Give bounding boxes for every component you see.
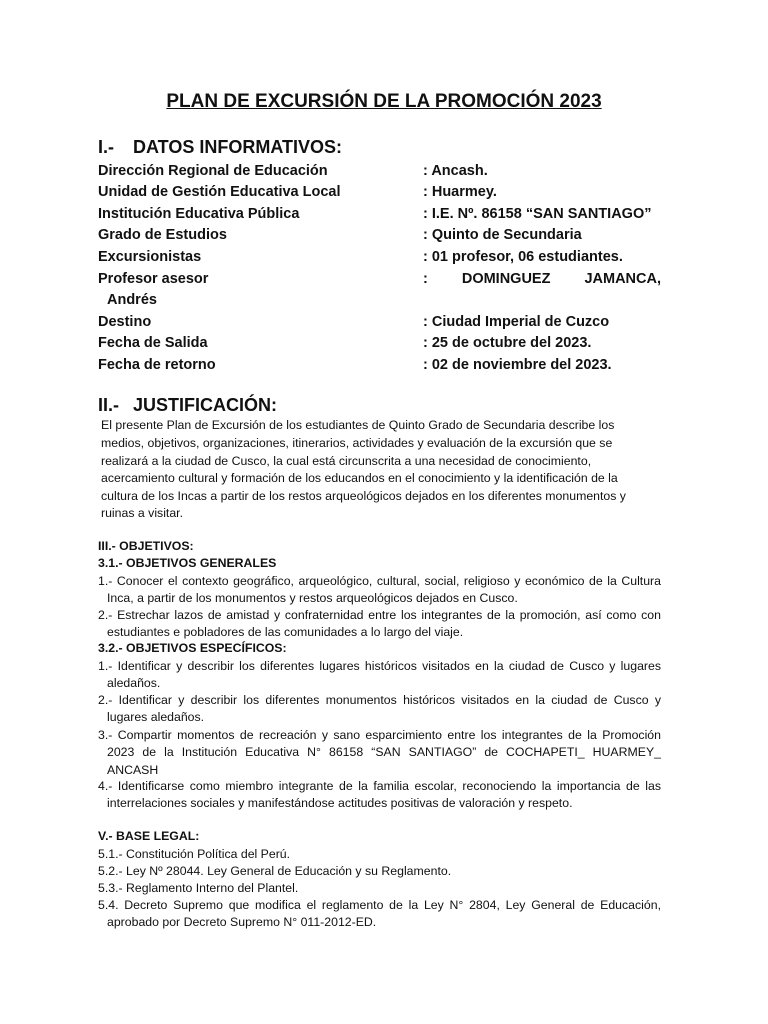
objective-item: 2.- Identificar y describir los diferentes monumentos históricos visitados en la ciudad de Cusco y lugares aledaños. bbox=[98, 693, 661, 725]
info-label: Institución Educativa Pública bbox=[98, 206, 300, 222]
objetivos-heading: III.- OBJETIVOS: bbox=[98, 539, 194, 553]
section-datos-heading bbox=[98, 137, 342, 158]
value-part: DOMINGUEZ bbox=[461, 271, 551, 287]
info-row bbox=[98, 225, 661, 246]
base-legal-heading: V.- BASE LEGAL: bbox=[98, 829, 200, 843]
paragraph-line: acercamiento cultural y formación de los educandos en el conocimiento y la identificación de la bbox=[101, 471, 618, 485]
paragraph-line: realizará a la ciudad de Cusco, la cual está circunscrita a una necesidad de conocimiento, bbox=[101, 454, 592, 468]
section-justificacion-heading bbox=[98, 395, 277, 416]
info-label: Destino bbox=[98, 314, 152, 330]
objective-item: 1.- Identificar y describir los diferentes lugares históricos visitados en la ciudad de Cusco y lugares aledaños. bbox=[98, 659, 661, 691]
info-value bbox=[423, 269, 661, 290]
objective-item: 1.- Conocer el contexto geográfico, arqueológico, cultural, social, religioso y económico de la Cultura Inca, a partir de los monumentos y restos arqueológicos dejados en Cusco. bbox=[98, 574, 661, 606]
objetivos-generales-heading: 3.1.- OBJETIVOS GENERALES bbox=[98, 556, 277, 570]
paragraph-line: El presente Plan de Excursión de los estudiantes de Quinto Grado de Secundaria describe los bbox=[101, 418, 615, 432]
objective-item: 3.- Compartir momentos de recreación y sano esparcimiento entre los integrantes de la Promoción 2023 de la Institución Educativa N° 86158 “SAN SANTIAGO” de COCHAPETI_ HUARMEY_ ANCASH bbox=[98, 728, 661, 777]
info-label: Unidad de Gestión Educativa Local bbox=[98, 184, 341, 200]
info-row bbox=[98, 247, 661, 268]
document-title: PLAN DE EXCURSIÓN DE LA PROMOCIÓN 2023 bbox=[166, 91, 602, 112]
section-title: JUSTIFICACIÓN: bbox=[133, 395, 277, 415]
objective-item: 4.- Identificarse como miembro integrante de la familia escolar, reconociendo la importancia de las interrelaciones sociales y manifestándose actitudes positivas de valoración y respeto. bbox=[98, 779, 661, 811]
objective-item: 2.- Estrechar lazos de amistad y confraternidad entre los integrantes de la promoción, así como con estudiantes e pobladores de las comunidades a lo largo del viaje. bbox=[98, 608, 661, 640]
objetivos-especificos-heading: 3.2.- OBJETIVOS ESPECÍFICOS: bbox=[98, 641, 287, 655]
info-label: Profesor asesor bbox=[98, 271, 209, 287]
info-label: Dirección Regional de Educación bbox=[98, 163, 328, 179]
paragraph-line: cultura de los Incas a partir de los restos arqueológicos dejados en los diferentes monumentos y bbox=[101, 489, 626, 503]
info-row bbox=[98, 312, 661, 333]
section-number: I.- bbox=[98, 137, 114, 157]
info-value-continuation: Andrés bbox=[107, 292, 157, 308]
value-part: JAMANCA, bbox=[584, 271, 661, 287]
info-row-continuation bbox=[107, 290, 670, 311]
info-label: Grado de Estudios bbox=[98, 227, 227, 243]
section-number: II.- bbox=[98, 395, 119, 415]
info-label: Excursionistas bbox=[98, 249, 202, 265]
info-value: : Huarmey. bbox=[423, 184, 497, 200]
info-value: : 25 de octubre del 2023. bbox=[423, 335, 592, 351]
info-row bbox=[98, 333, 661, 354]
info-value: : Ancash. bbox=[423, 163, 488, 179]
info-row bbox=[98, 161, 661, 182]
info-row bbox=[98, 204, 661, 225]
info-label: Fecha de Salida bbox=[98, 335, 208, 351]
legal-item: 5.2.- Ley Nº 28044. Ley General de Educación y su Reglamento. bbox=[98, 864, 452, 878]
info-label: Fecha de retorno bbox=[98, 357, 216, 373]
info-row bbox=[98, 355, 661, 376]
info-value: : Ciudad Imperial de Cuzco bbox=[423, 314, 610, 330]
legal-item: 5.1.- Constitución Política del Perú. bbox=[98, 847, 291, 861]
info-value: : 02 de noviembre del 2023. bbox=[423, 357, 612, 373]
paragraph-line: ruinas a visitar. bbox=[101, 506, 184, 520]
info-value: : 01 profesor, 06 estudiantes. bbox=[423, 249, 623, 265]
legal-item: 5.4. Decreto Supremo que modifica el reglamento de la Ley N° 2804, Ley General de Educación, aprobado por Decreto Supremo N° 011-2012-ED. bbox=[98, 898, 661, 930]
paragraph-line: medios, objetivos, organizaciones, itinerarios, actividades y evaluación de la excursión que se bbox=[101, 436, 613, 450]
info-value: : Quinto de Secundaria bbox=[423, 227, 582, 243]
info-value: : I.E. Nº. 86158 “SAN SANTIAGO” bbox=[423, 206, 652, 222]
section-title: DATOS INFORMATIVOS: bbox=[133, 137, 342, 157]
info-row bbox=[98, 269, 661, 290]
value-part: : bbox=[423, 271, 428, 287]
legal-item: 5.3.- Reglamento Interno del Plantel. bbox=[98, 881, 299, 895]
info-row bbox=[98, 182, 661, 203]
